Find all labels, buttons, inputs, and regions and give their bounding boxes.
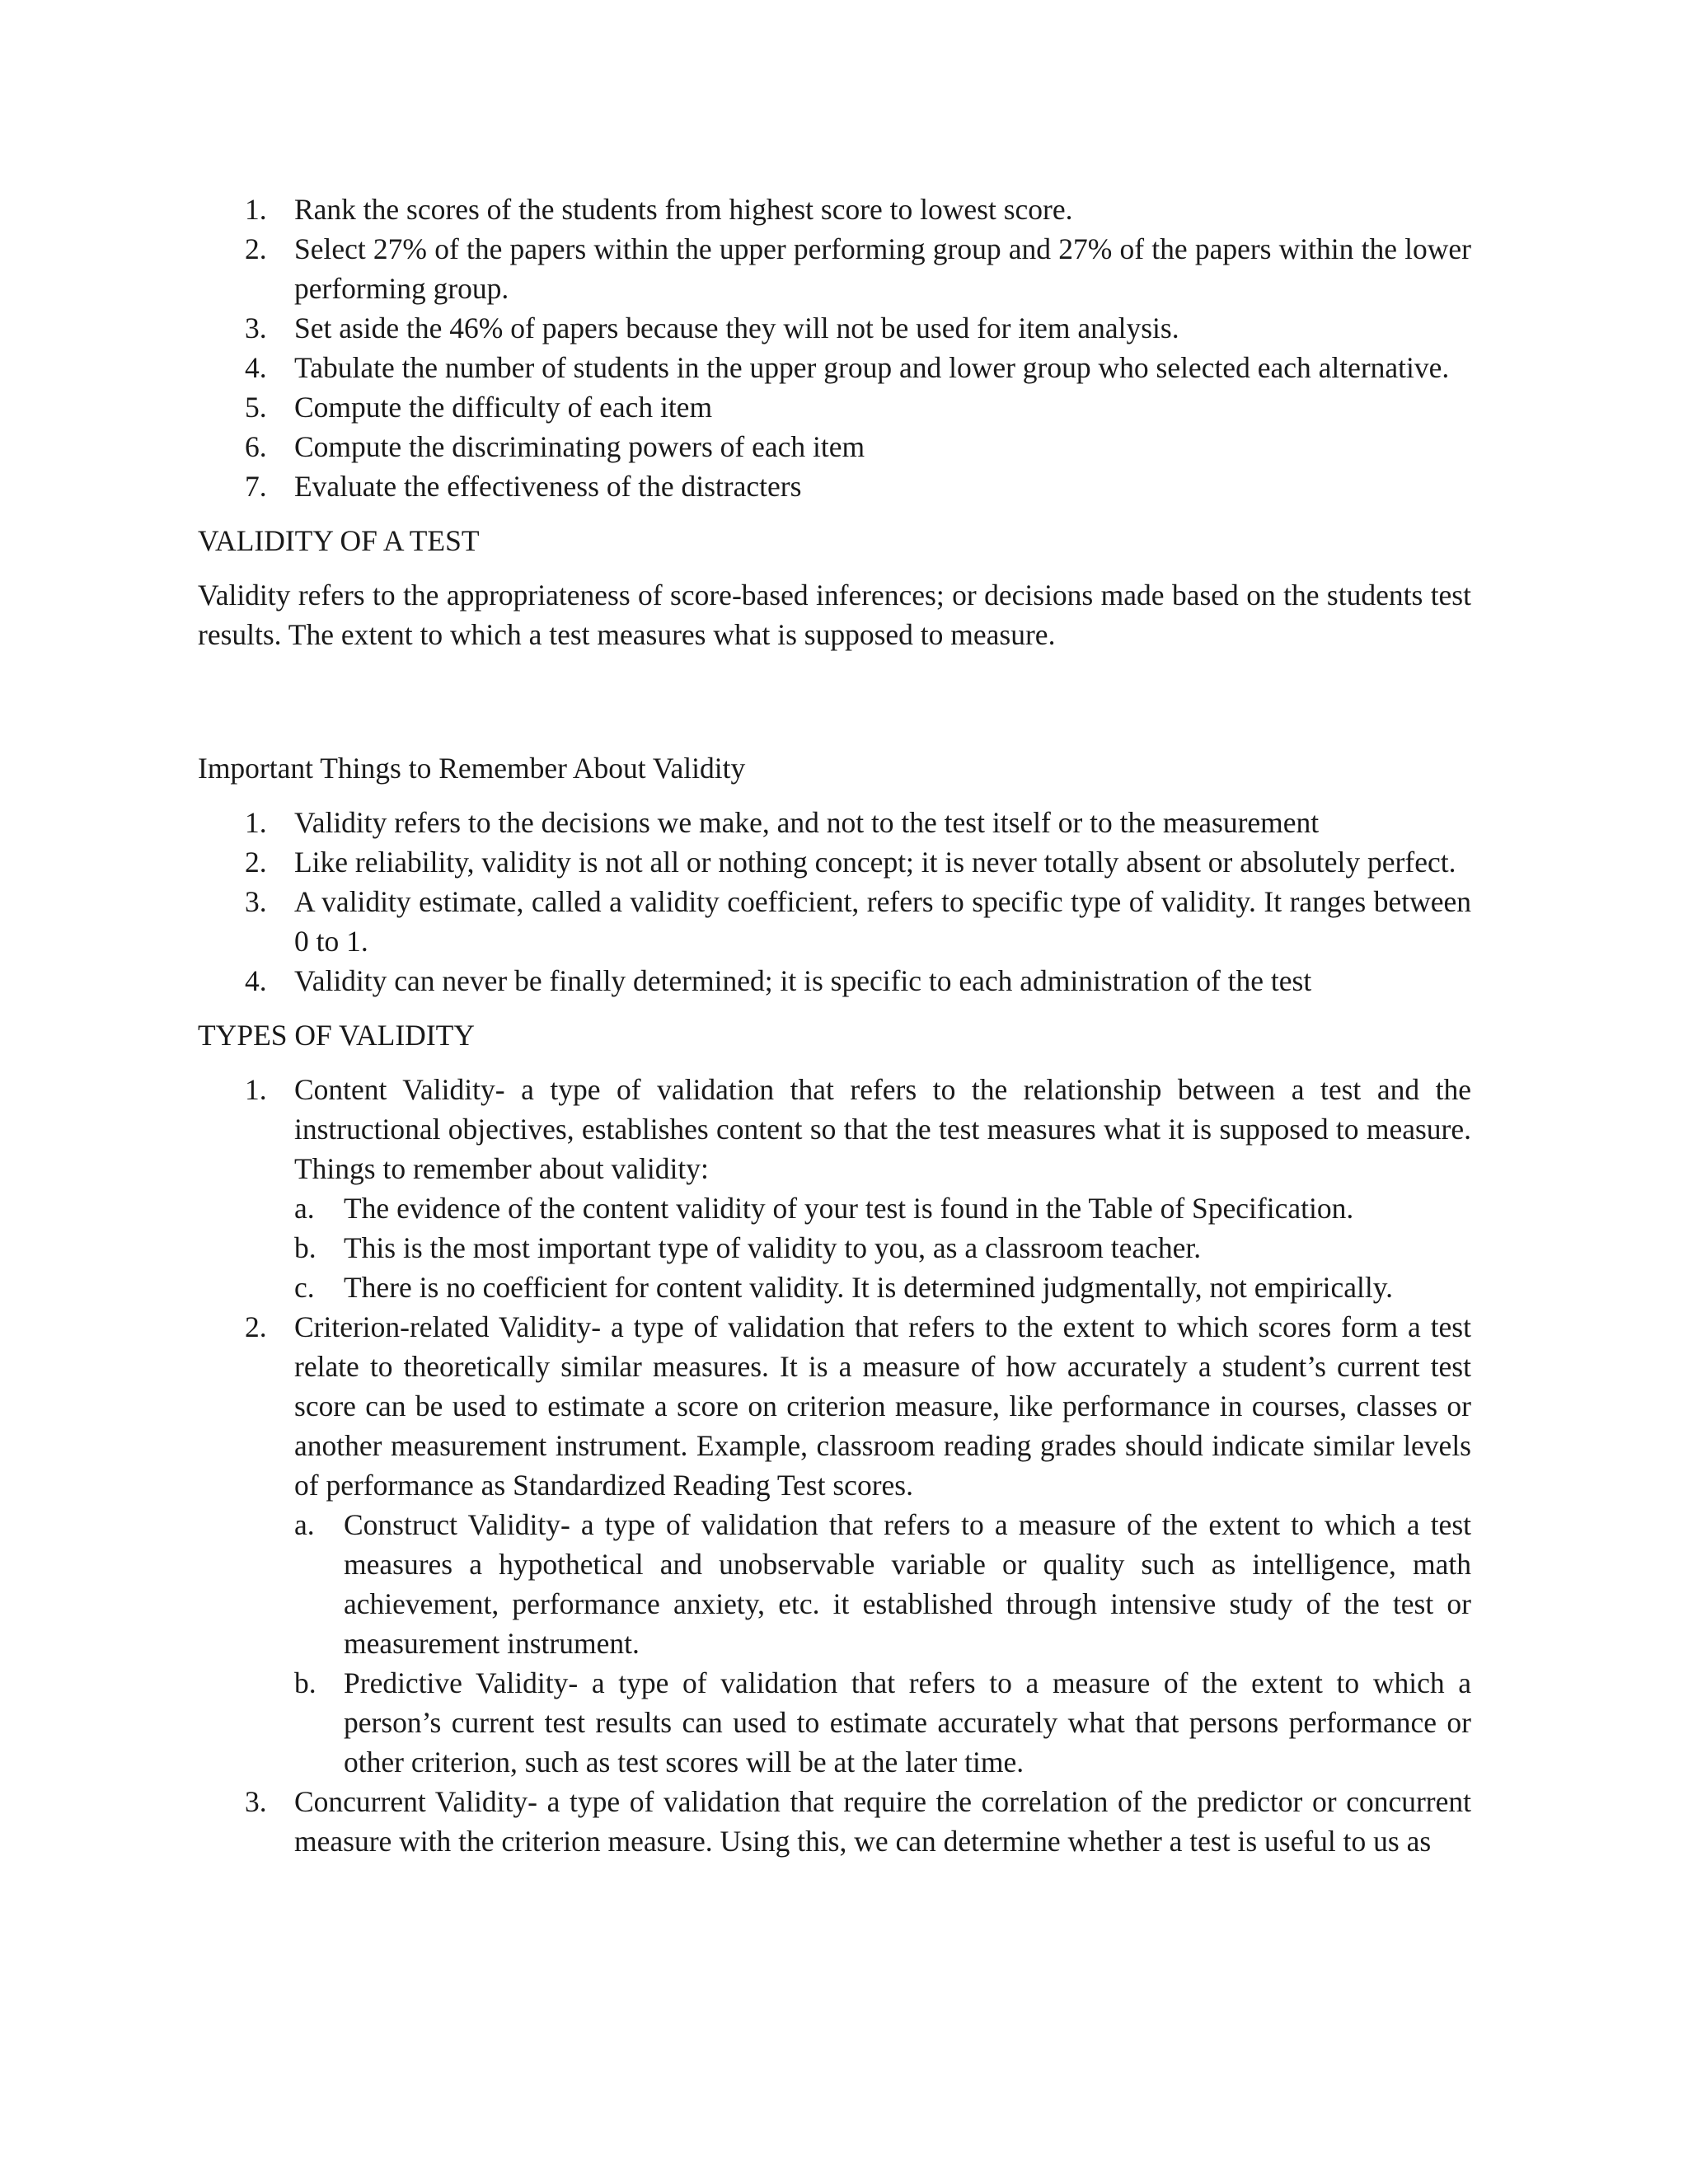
list-item [198,348,1471,387]
list-item [198,387,1471,427]
sub-list-item-text: Predictive Validity- a type of validation that refers to a measure of the extent to which a person’s current test results can used to estimate accurately what that persons performance or other criterion, such as test scores will be at the later time. [344,1666,1471,1779]
remember-list [198,803,1471,1001]
sub-list-letter: a. [294,1192,315,1225]
sub-list-item [294,1663,1471,1782]
list-item-text: Select 27% of the papers within the upper performing group and 27% of the papers within the lower performing group. [294,232,1471,305]
list-item [198,308,1471,348]
sub-list-item-text: There is no coefficient for content validity. It is determined judgmentally, not empirically. [344,1271,1394,1304]
list-item-text: Compute the difficulty of each item [294,391,713,424]
sub-list-letter: b. [294,1666,316,1699]
types-heading: TYPES OF VALIDITY [198,1019,475,1052]
sub-list-letter: c. [294,1271,315,1304]
list-item-text: Validity refers to the decisions we make, and not to the test itself or to the measurement [294,806,1320,839]
list-item-text: Evaluate the effectiveness of the distracters [294,470,802,503]
list-number: 2. [245,846,267,879]
list-item-text: Like reliability, validity is not all or nothing concept; it is never totally absent or absolutely perfect. [294,846,1456,879]
sub-list-item-text: This is the most important type of validity to you, as a classroom teacher. [344,1231,1202,1264]
list-item-text: Compute the discriminating powers of each item [294,430,865,463]
list-item [198,229,1471,308]
remember-heading: Important Things to Remember About Validity [198,752,746,785]
list-number: 7. [245,470,267,503]
list-number: 2. [245,232,267,265]
list-item-text: Rank the scores of the students from highest score to lowest score. [294,193,1073,226]
list-number: 3. [245,1785,267,1818]
document-page [198,190,1471,1861]
list-item [198,1307,1471,1782]
list-item [198,466,1471,506]
sub-list-item-text: The evidence of the content validity of your test is found in the Table of Specification. [344,1192,1354,1225]
sub-list-item-text: Construct Validity- a type of validation that refers to a measure of the extent to which a test measures a hypothetical and unobservable variable or quality such as intelligence, math achievement, performance anxiety, etc. it established through intensive study of the test or measurement instrument. [344,1508,1471,1660]
sub-list [294,1505,1471,1782]
types-list [198,1070,1471,1861]
list-number: 1. [245,193,267,226]
list-number: 3. [245,885,267,918]
list-item [198,1070,1471,1307]
list-item-text: Validity can never be finally determined; it is specific to each administration of the test [294,964,1312,997]
list-item [198,427,1471,466]
item-analysis-steps-list [198,190,1471,506]
sub-list-letter: a. [294,1508,315,1541]
list-number: 3. [245,312,267,344]
list-item-text: Content Validity- a type of validation that refers to the relationship between a test and the instructional objectives, establishes content so that the test measures what it is supposed to measure. Things to remember about validity: [294,1073,1471,1185]
list-item-text: Criterion-related Validity- a type of validation that refers to the extent to which scores form a test relate to theoretically similar measures. It is a measure of how accurately a student’s current test score can be used to estimate a score on criterion measure, like performance in courses, classes or another measurement instrument. Example, classroom reading grades should indicate similar levels of performance as Standardized Reading Test scores. [294,1310,1471,1502]
list-item [198,882,1471,961]
list-item [198,842,1471,882]
list-item-text: Concurrent Validity- a type of validation that require the correlation of the predictor or concurrent measure with the criterion measure. Using this, we can determine whether a test is useful to us as [294,1785,1471,1858]
list-number: 6. [245,430,267,463]
list-number: 2. [245,1310,267,1343]
list-item-text: Tabulate the number of students in the upper group and lower group who selected each alternative. [294,351,1450,384]
list-number: 1. [245,806,267,839]
list-number: 4. [245,351,267,384]
sub-list [294,1188,1471,1307]
list-item [198,190,1471,229]
list-item [198,1782,1471,1861]
validity-heading: VALIDITY OF A TEST [198,524,480,557]
list-item-text: A validity estimate, called a validity coefficient, refers to specific type of validity. It ranges between 0 to 1. [294,885,1471,958]
list-number: 1. [245,1073,267,1106]
list-number: 4. [245,964,267,997]
validity-paragraph: Validity refers to the appropriateness of score-based inferences; or decisions made based on the students test results. The extent to which a test measures what is supposed to measure. [198,579,1471,651]
sub-list-item [294,1188,1471,1228]
sub-list-item [294,1505,1471,1663]
list-number: 5. [245,391,267,424]
list-item-text: Set aside the 46% of papers because they will not be used for item analysis. [294,312,1179,344]
list-item [198,961,1471,1001]
sub-list-item [294,1268,1471,1307]
sub-list-item [294,1228,1471,1268]
list-item [198,803,1471,842]
sub-list-letter: b. [294,1231,316,1264]
